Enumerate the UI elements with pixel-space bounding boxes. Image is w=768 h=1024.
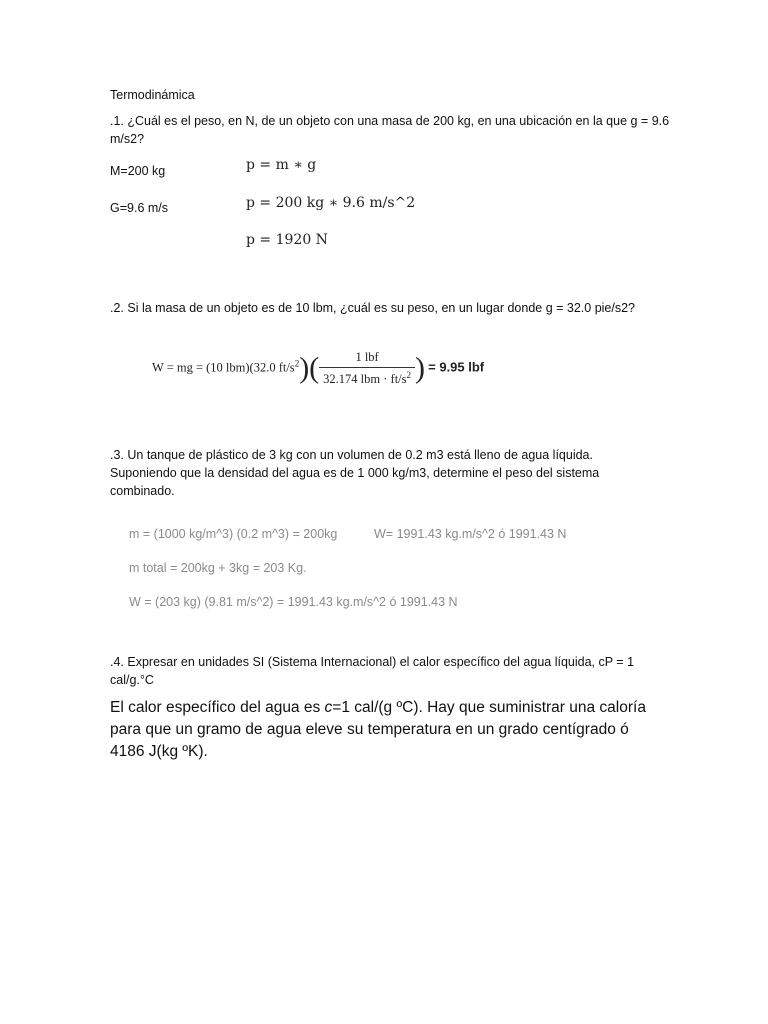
q4-answer-variable: c	[324, 699, 333, 716]
q1-given-mass: M=200 kg	[110, 164, 166, 178]
question-3: .3. Un tanque de plástico de 3 kg con un volumen de 0.2 m3 está lleno de agua líquida. Suponiendo que la densidad del agua es de 1 000 kg/m3, determine el peso del sistema combinado.	[110, 448, 600, 498]
q3-line-3: W = (203 kg) (9.81 m/s^2) = 1991.43 kg.m/s^2 ó 1991.43 N	[129, 595, 458, 609]
q1-given-gravity: G=9.6 m/s	[110, 201, 169, 215]
question-2: .2. Si la masa de un objeto es de 10 lbm, ¿cuál es su peso, en un lugar donde g = 32.0 pie/s2?	[110, 301, 635, 315]
q2-fraction-denominator-text: 32.174 lbm · ft/s	[323, 372, 407, 387]
q3-line-2: m total = 200kg + 3kg = 203 Kg.	[129, 561, 307, 575]
q2-fraction-denominator	[319, 368, 415, 387]
q1-equation-3: p = 1920 N	[246, 232, 328, 248]
q2-equation-left: W = mg = (10 lbm)(32.0 ft/s	[152, 360, 295, 375]
q2-fraction	[319, 350, 415, 387]
document-title: Termodinámica	[110, 88, 195, 102]
q2-fraction-numerator: 1 lbf	[319, 350, 415, 368]
q3-line-1: m = (1000 kg/m^3) (0.2 m^3) = 200kg	[129, 527, 338, 541]
q1-equation-2: p = 200 kg ∗ 9.6 m/s^2	[246, 195, 416, 211]
q1-equation-1: p = m ∗ g	[246, 157, 317, 173]
q2-equation-exponent: 2	[294, 358, 300, 369]
q4-answer-post: =1 cal/(g ºC). Hay que suministrar una caloría para que un gramo de agua eleve su temperatura en un grado centígrado ó 4186 J(kg ºK).	[110, 699, 646, 760]
q2-fraction-denominator-exponent: 2	[406, 370, 412, 380]
question-1: .1. ¿Cuál es el peso, en N, de un objeto con una masa de 200 kg, en una ubicación en la que g = 9.6 m/s2?	[110, 114, 670, 146]
q2-equation: W = mg = (10 lbm)(32.0 $ft/s^2$)( $\frac{\text{1 lbf}}{32.174 lbm \cdot ft/s^2}$ ) = 9.95 lbf	[152, 350, 485, 387]
q4-answer-pre: El calor específico del agua es	[110, 699, 325, 716]
question-4: .4. Expresar en unidades SI (Sistema Internacional) el calor específico del agua líquida, cP = 1 cal/g.°C	[110, 655, 635, 687]
q3-line-1b: W= 1991.43 kg.m/s^2 ó 1991.43 N	[374, 527, 567, 541]
q4-answer	[110, 697, 658, 763]
q2-result: = 9.95 lbf	[428, 359, 485, 375]
